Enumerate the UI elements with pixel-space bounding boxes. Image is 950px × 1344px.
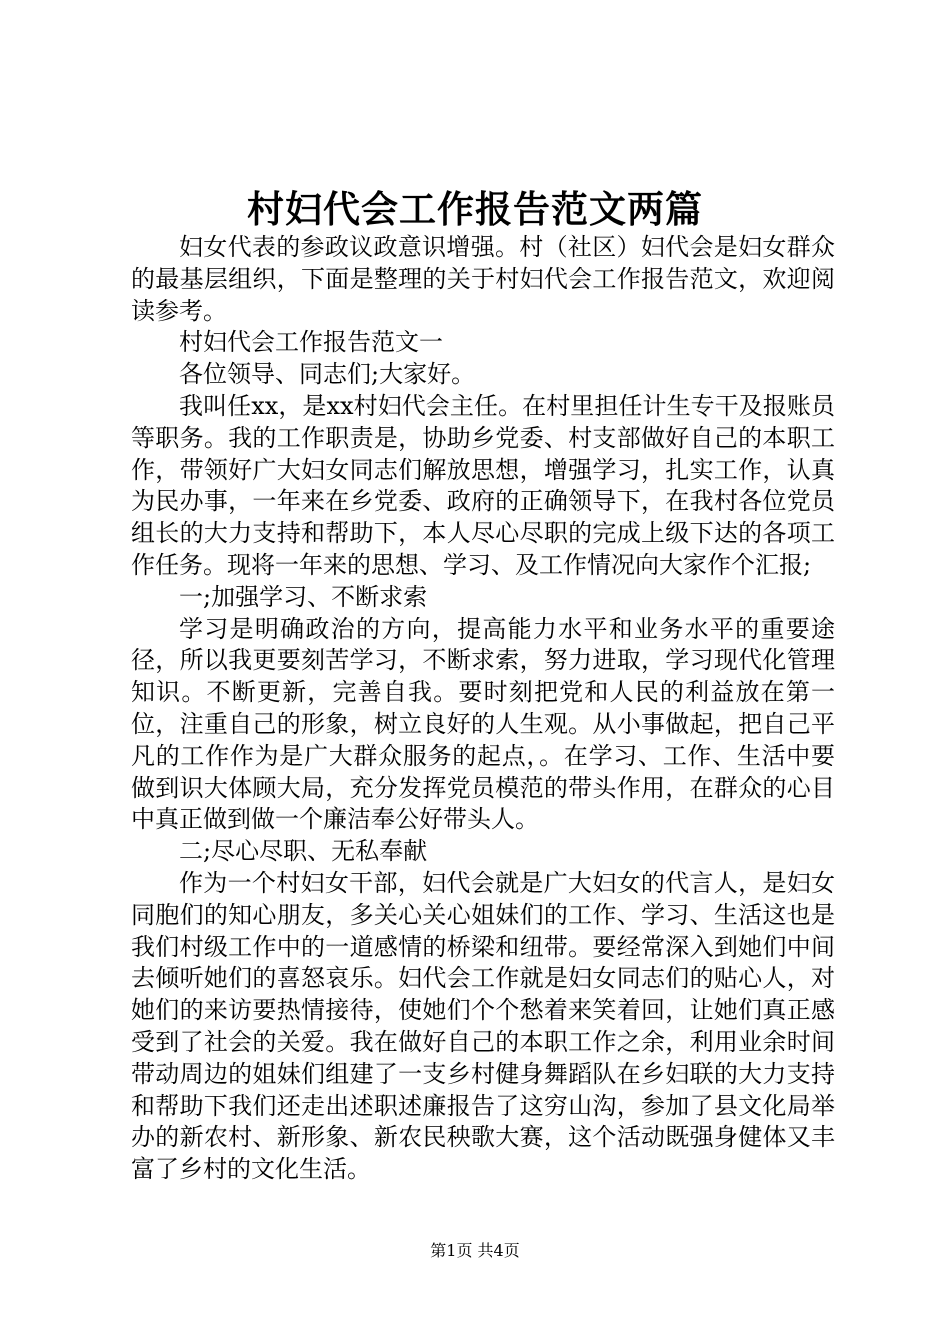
salutation-paragraph: 各位领导、同志们;大家好。 [179, 360, 476, 389]
document-body [131, 232, 835, 1186]
body-paragraph: 作为一个村妇女干部，妇代会就是广大妇女的代言人，是妇女同胞们的知心朋友，多关心关心姐妹们的工作、学习、生活这也是我们村级工作中的一道感情的桥梁和纽带。要经常深入到她们中间去倾听她们的喜怒哀乐。妇代会工作就是妇女同志们的贴心人，对她们的来访要热情接待，使她们个个愁着来笑着回，让她们真正感受到了社会的关爱。我在做好自己的本职工作之余，利用业余时间带动周边的姐妹们组建了一支乡村健身舞蹈队在乡妇联的大力支持和帮助下我们还走出述职述廉报告了这穷山沟，参加了县文化局举办的新农村、新形象、新农民秧歌大赛，这个活动既强身健体又丰富了乡村的文化生活。 [131, 868, 835, 1184]
subsection-heading: 一;加强学习、不断求索 [179, 582, 428, 611]
intro-paragraph: 妇女代表的参政议政意识增强。村（社区）妇代会是妇女群众的最基层组织，下面是整理的关于村妇代会工作报告范文，欢迎阅读参考。 [131, 233, 835, 325]
body-paragraph: 学习是明确政治的方向，提高能力水平和业务水平的重要途径，所以我更要刻苦学习，不断求索，努力进取，学习现代化管理知识。不断更新，完善自我。要时刻把党和人民的利益放在第一位，注重自己的形象，树立良好的人生观。从小事做起，把自己平凡的工作作为是广大群众服务的起点，。在学习、工作、生活中要做到识大体顾大局，充分发挥党员模范的带头作用，在群众的心目中真正做到做一个廉洁奉公好带头人。 [131, 614, 835, 834]
document-title: 村妇代会工作报告范文两篇 [247, 187, 703, 231]
page-number-footer: 第1页 共4页 [430, 1241, 520, 1260]
body-paragraph: 我叫任xx，是xx村妇代会主任。在村里担任计生专干及报账员等职务。我的工作职责是，协助乡党委、村支部做好自己的本职工作，带领好广大妇女同志们解放思想，增强学习，扎实工作，认真为民办事，一年来在乡党委、政府的正确领导下，在我村各位党员组长的大力支持和帮助下，本人尽心尽职的完成上级下达的各项工作任务。现将一年来的思想、学习、及工作情况向大家作个汇报; [131, 391, 835, 579]
section-heading: 村妇代会工作报告范文一 [179, 328, 443, 357]
subsection-heading: 二;尽心尽职、无私奉献 [179, 837, 428, 866]
